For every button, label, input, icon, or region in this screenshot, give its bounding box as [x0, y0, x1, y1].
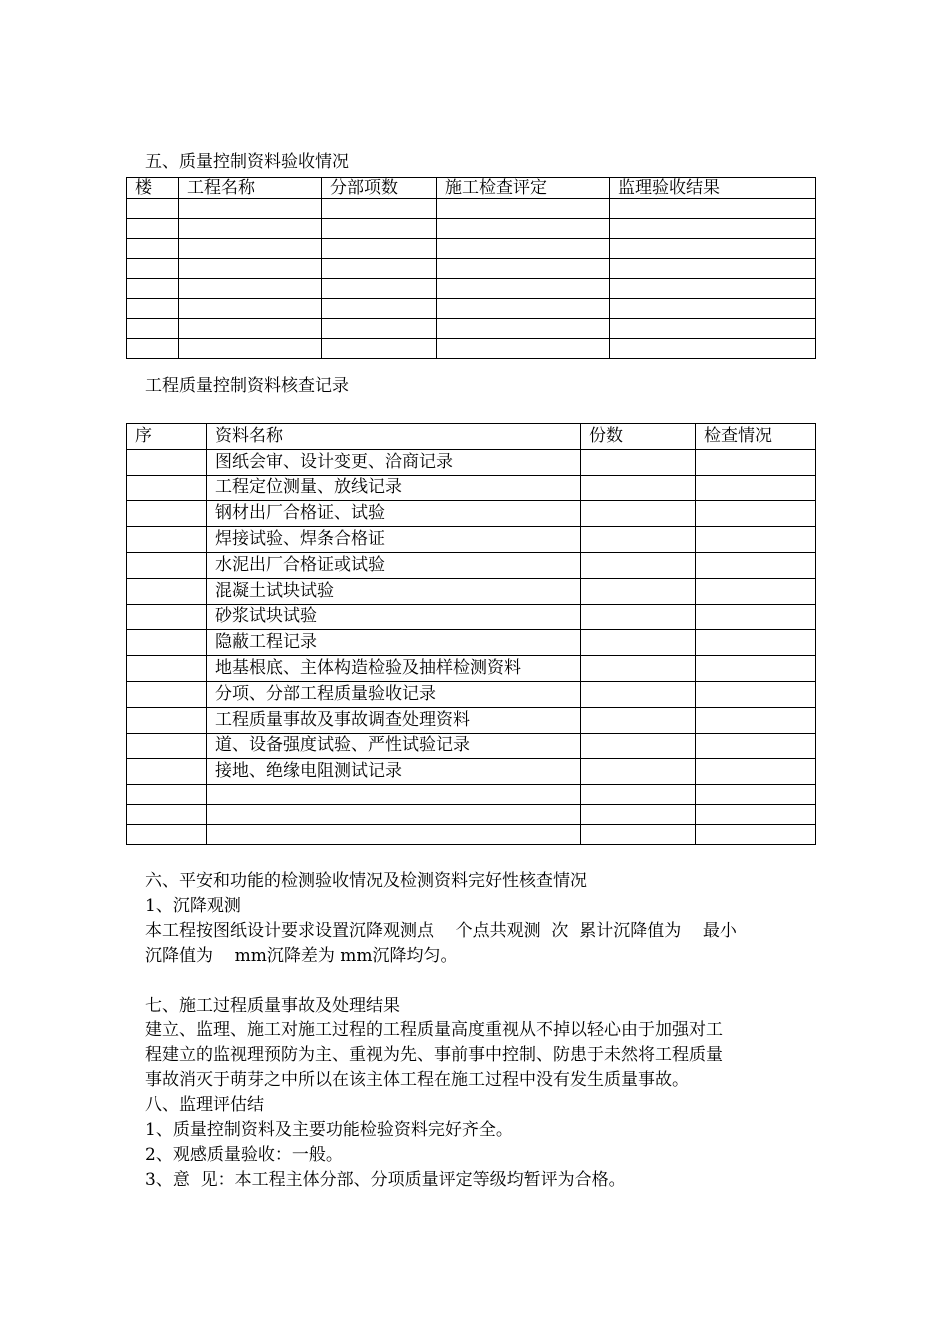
- table-row: [127, 501, 816, 527]
- table-row-cell: [179, 319, 322, 339]
- table-row-cell: [581, 449, 696, 475]
- table-row: [127, 825, 816, 845]
- table-row-cell: 地基根底、主体构造检验及抽样检测资料: [207, 656, 581, 682]
- table-row-cell: [610, 339, 816, 359]
- table-row: [127, 319, 816, 339]
- table-row-cell: [696, 552, 816, 578]
- table-header-row-cell: 检查情况: [696, 424, 816, 450]
- settlement-subtitle: 1、沉降观测: [145, 896, 241, 916]
- table-row-cell: [322, 279, 437, 299]
- section8-title: 八、监理评估结: [145, 1095, 264, 1115]
- table-row-cell: [696, 681, 816, 707]
- table-row-cell: 图纸会审、设计变更、洽商记录: [207, 449, 581, 475]
- table-row-cell: [322, 219, 437, 239]
- table-row-cell: [127, 475, 207, 501]
- table-row-cell: [581, 656, 696, 682]
- section7-title: 七、施工过程质量事故及处理结果: [145, 996, 400, 1016]
- table-row-cell: [127, 239, 179, 259]
- table-row-cell: [127, 319, 179, 339]
- table-row-cell: 工程质量事故及事故调查处理资料: [207, 707, 581, 733]
- table-row-cell: [437, 339, 610, 359]
- evaluation-item-1: 1、质量控制资料及主要功能检验资料完好齐全。: [145, 1120, 513, 1140]
- table-row-cell: [322, 199, 437, 219]
- table-row-cell: [696, 527, 816, 553]
- table-row-cell: [581, 733, 696, 759]
- table-row-cell: [696, 578, 816, 604]
- evaluation-item-2: 2、观感质量验收：一般。: [145, 1145, 343, 1165]
- table-row-cell: [581, 527, 696, 553]
- table-header-row-cell: 工程名称: [179, 178, 322, 199]
- table-row-cell: [581, 578, 696, 604]
- table-row-cell: [127, 681, 207, 707]
- table-row-cell: [696, 449, 816, 475]
- table-row-cell: [127, 805, 207, 825]
- table-row-cell: 分项、分部工程质量验收记录: [207, 681, 581, 707]
- table-row-cell: [207, 785, 581, 805]
- table-row-cell: [610, 219, 816, 239]
- table-row-cell: [127, 785, 207, 805]
- table-row-cell: [179, 259, 322, 279]
- quality-records-table: [126, 423, 816, 845]
- table-row-cell: [581, 759, 696, 785]
- table-row-cell: [610, 239, 816, 259]
- table-row-cell: [179, 219, 322, 239]
- table-row-cell: 隐蔽工程记录: [207, 630, 581, 656]
- table-row-cell: [696, 475, 816, 501]
- table-row-cell: [127, 552, 207, 578]
- table-row: [127, 656, 816, 682]
- table-row-cell: [127, 259, 179, 279]
- table-row-cell: [696, 733, 816, 759]
- table-row-cell: [127, 339, 179, 359]
- table-row-cell: [581, 707, 696, 733]
- table-row: [127, 449, 816, 475]
- table-row-cell: [179, 339, 322, 359]
- table-row: [127, 299, 816, 319]
- table-header-row: [127, 178, 816, 199]
- table-header-row-cell: 序: [127, 424, 207, 450]
- accident-text-line2: 程建立的监视理预防为主、重视为先、事前事中控制、防患于未然将工程质量: [145, 1045, 723, 1065]
- table-row-cell: 工程定位测量、放线记录: [207, 475, 581, 501]
- table-row: [127, 805, 816, 825]
- table-row-cell: [127, 604, 207, 630]
- table-row-cell: [127, 199, 179, 219]
- table-row-cell: [127, 630, 207, 656]
- table-row: [127, 279, 816, 299]
- section5-title: 五、质量控制资料验收情况: [145, 152, 349, 172]
- table-row-cell: [322, 239, 437, 259]
- quality-records-title: 工程质量控制资料核查记录: [145, 376, 349, 396]
- table-row-cell: [179, 299, 322, 319]
- table-row-cell: [581, 475, 696, 501]
- table-header-row: [127, 424, 816, 450]
- table-row-cell: [127, 825, 207, 845]
- table-header-row-cell: 楼: [127, 178, 179, 199]
- accident-text-line3: 事故消灭于萌芽之中所以在该主体工程在施工过程中没有发生质量事故。: [145, 1070, 689, 1090]
- table-row-cell: [437, 259, 610, 279]
- table-row: [127, 630, 816, 656]
- table-row-cell: [322, 319, 437, 339]
- table-row-cell: [207, 825, 581, 845]
- table-row-cell: [581, 604, 696, 630]
- table-row-cell: [581, 630, 696, 656]
- quality-acceptance-table: [126, 177, 816, 359]
- table-row-cell: [179, 279, 322, 299]
- table-row-cell: [437, 279, 610, 299]
- table-row-cell: [437, 239, 610, 259]
- table-row-cell: [127, 733, 207, 759]
- table-row-cell: 接地、绝缘电阻测试记录: [207, 759, 581, 785]
- table-row: [127, 199, 816, 219]
- table-row-cell: [179, 199, 322, 219]
- table-row-cell: [581, 805, 696, 825]
- table-row-cell: [127, 656, 207, 682]
- table-row-cell: [696, 707, 816, 733]
- table-row-cell: [610, 259, 816, 279]
- evaluation-item-3: 3、意 见：本工程主体分部、分项质量评定等级均暂评为合格。: [145, 1170, 626, 1190]
- table-header-row-cell: 份数: [581, 424, 696, 450]
- table-row: [127, 475, 816, 501]
- table-row-cell: [696, 805, 816, 825]
- table-row-cell: [127, 449, 207, 475]
- table-row-cell: 混凝土试块试验: [207, 578, 581, 604]
- table-row-cell: [127, 219, 179, 239]
- table-row-cell: [437, 319, 610, 339]
- table-row: [127, 259, 816, 279]
- table-row-cell: [610, 279, 816, 299]
- table-row-cell: [696, 759, 816, 785]
- table-row-cell: 钢材出厂合格证、试验: [207, 501, 581, 527]
- table-row-cell: [696, 501, 816, 527]
- table-row-cell: [696, 785, 816, 805]
- table-row-cell: [322, 339, 437, 359]
- table-row-cell: [696, 656, 816, 682]
- table-header-row-cell: 资料名称: [207, 424, 581, 450]
- table-row-cell: [127, 759, 207, 785]
- table-row-cell: [127, 279, 179, 299]
- table-row-cell: [127, 299, 179, 319]
- settlement-text-line1: 本工程按图纸设计要求设置沉降观测点 个点共观测 次 累计沉降值为 最小: [145, 921, 737, 941]
- table-row-cell: [437, 199, 610, 219]
- table-row-cell: [696, 630, 816, 656]
- table-row: [127, 604, 816, 630]
- table-row: [127, 219, 816, 239]
- table-row-cell: 道、设备强度试验、严性试验记录: [207, 733, 581, 759]
- table-row-cell: [127, 707, 207, 733]
- table-row-cell: [437, 219, 610, 239]
- table-row-cell: [696, 825, 816, 845]
- table-row: [127, 578, 816, 604]
- settlement-text-line2: 沉降值为 mm沉降差为 mm沉降均匀。: [145, 946, 458, 966]
- table-row-cell: 砂浆试块试验: [207, 604, 581, 630]
- table-row: [127, 239, 816, 259]
- table-row-cell: 水泥出厂合格证或试验: [207, 552, 581, 578]
- table-row-cell: [581, 785, 696, 805]
- table-row-cell: [610, 319, 816, 339]
- table-header-row-cell: 施工检查评定: [437, 178, 610, 199]
- table-row: [127, 527, 816, 553]
- section6-title: 六、平安和功能的检测验收情况及检测资料完好性核查情况: [145, 871, 587, 891]
- table-row-cell: 焊接试验、焊条合格证: [207, 527, 581, 553]
- table-row: [127, 785, 816, 805]
- table-row-cell: [581, 501, 696, 527]
- table-row: [127, 339, 816, 359]
- table-row-cell: [127, 578, 207, 604]
- table-row-cell: [322, 259, 437, 279]
- table-row-cell: [322, 299, 437, 319]
- table-row-cell: [610, 199, 816, 219]
- table-row-cell: [179, 239, 322, 259]
- table-row-cell: [696, 604, 816, 630]
- table-row-cell: [581, 552, 696, 578]
- table-row-cell: [127, 501, 207, 527]
- table-row-cell: [437, 299, 610, 319]
- table-row-cell: [581, 681, 696, 707]
- table-row: [127, 552, 816, 578]
- table-row-cell: [610, 299, 816, 319]
- table-row: [127, 759, 816, 785]
- table-row-cell: [207, 805, 581, 825]
- table-row: [127, 681, 816, 707]
- table-row-cell: [581, 825, 696, 845]
- table-row-cell: [127, 527, 207, 553]
- table-header-row-cell: 监理验收结果: [610, 178, 816, 199]
- table-header-row-cell: 分部项数: [322, 178, 437, 199]
- table-row: [127, 707, 816, 733]
- accident-text-line1: 建立、监理、施工对施工过程的工程质量高度重视从不掉以轻心由于加强对工: [145, 1020, 723, 1040]
- table-row: [127, 733, 816, 759]
